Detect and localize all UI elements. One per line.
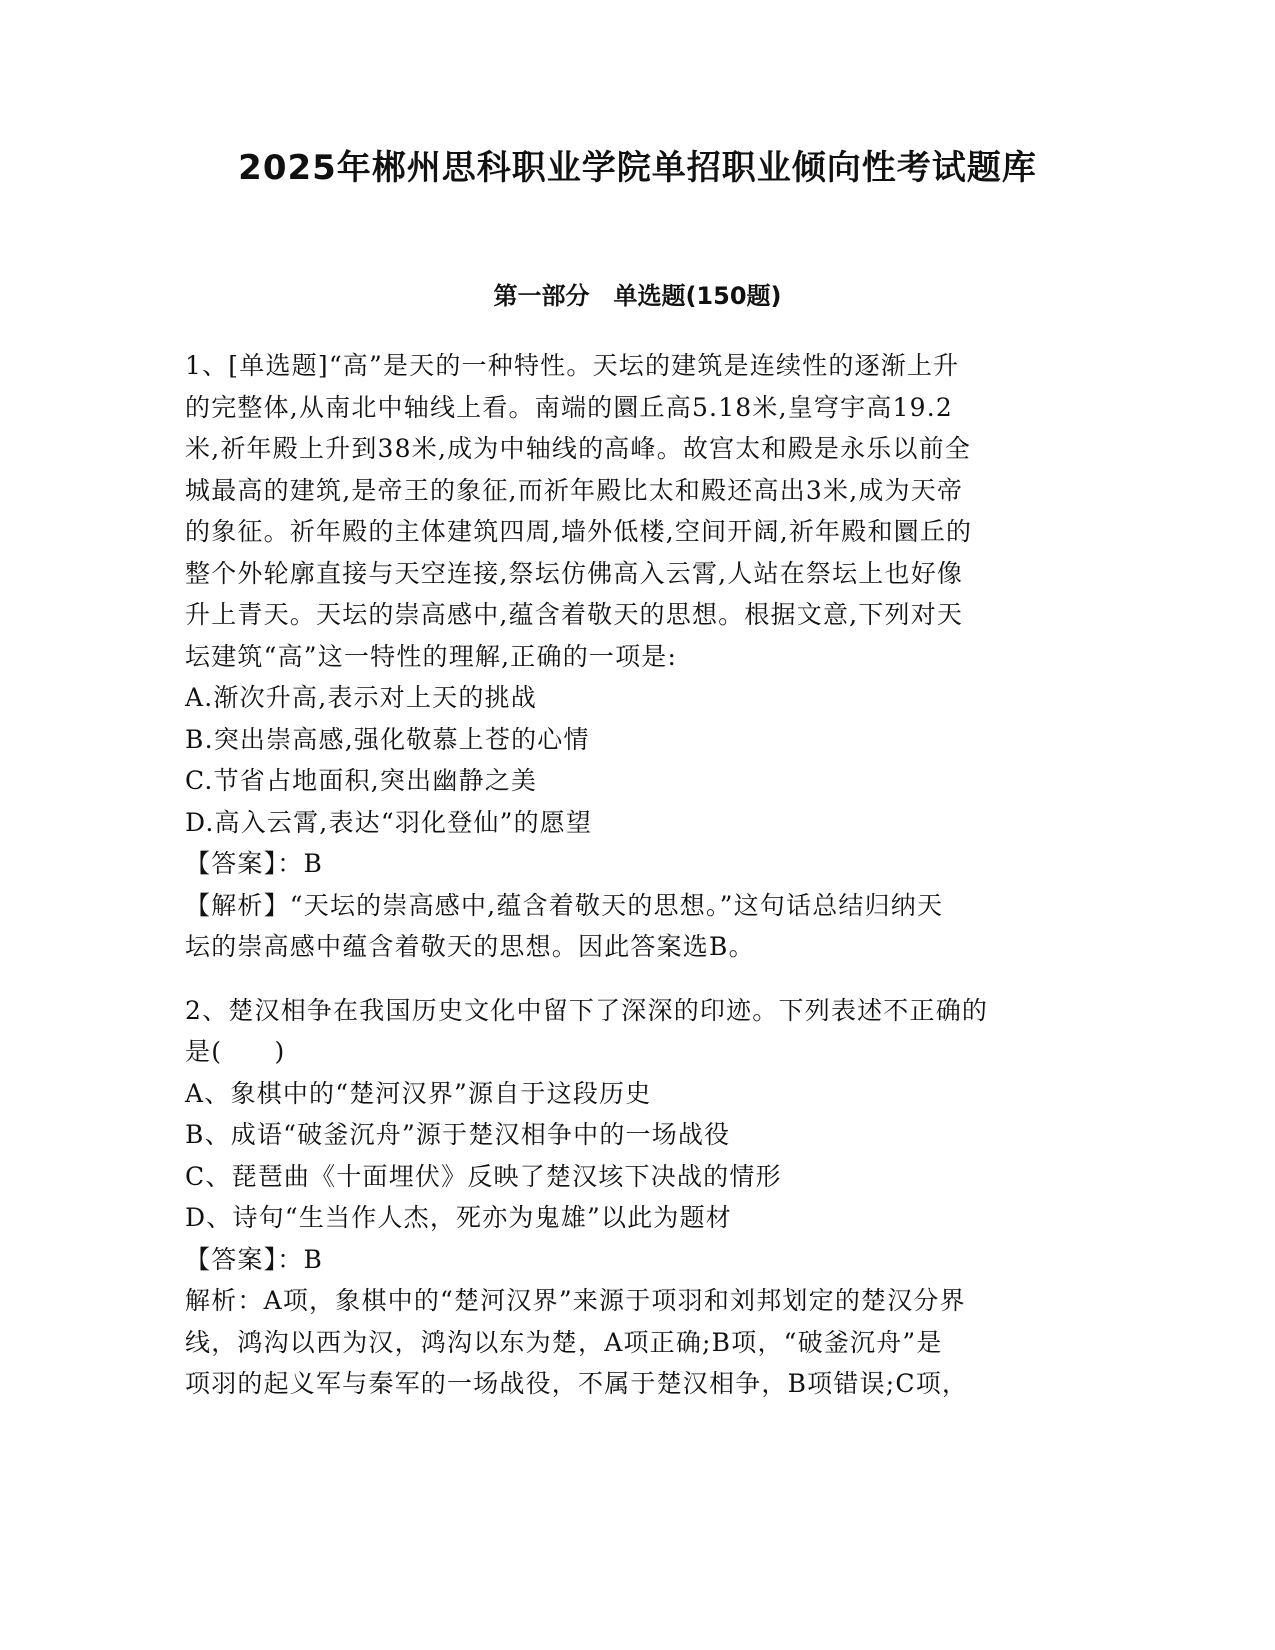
question-2-option-b: B、成语“破釜沉舟”源于楚汉相争中的一场战役 — [185, 1120, 731, 1149]
document-title: 2025年郴州思科职业学院单招职业倾向性考试题库 — [238, 148, 1037, 188]
question-2 — [185, 990, 1095, 1405]
question-1-line: 的完整体,从南北中轴线上看。南端的圜丘高5.18米,皇穹宇高19.2 — [185, 392, 954, 422]
question-1-line: 整个外轮廓直接与天空连接,祭坛仿佛高入云霄,人站在祭坛上也好像 — [185, 558, 964, 588]
question-1-option-a: A.渐次升高,表示对上天的挑战 — [185, 683, 537, 712]
question-1-option-b: B.突出崇高感,强化敬慕上苍的心情 — [185, 724, 590, 754]
question-1-line: 坛建筑“高”这一特性的理解,正确的一项是: — [185, 641, 678, 671]
question-1-line: 升上青天。天坛的崇高感中,蕴含着敬天的思想。根据文意,下列对天 — [185, 600, 964, 629]
question-1-analysis: 【解析】“天坛的崇高感中,蕴含着敬天的思想。”这句话总结归纳天 — [185, 890, 944, 920]
question-1 — [185, 345, 1095, 968]
section-heading: 第一部分 单选题(150题) — [493, 282, 782, 310]
question-2-option-c: C、琵琶曲《十面埋伏》反映了楚汉垓下决战的情形 — [185, 1161, 782, 1191]
question-1-answer: 【答案】：B — [185, 849, 324, 878]
question-1-line: 米,祈年殿上升到38米,成为中轴线的高峰。故宫太和殿是永乐以前全 — [185, 434, 972, 463]
question-1-option-d: D.高入云霄,表达“羽化登仙”的愿望 — [185, 807, 593, 837]
question-separator — [185, 968, 1095, 990]
question-2-analysis: 线，鸿沟以西为汉，鸿沟以东为楚，A项正确;B项，“破釜沉舟”是 — [185, 1327, 943, 1357]
question-1-line: 城最高的建筑,是帝王的象征,而祈年殿比太和殿还高出3米,成为天帝 — [185, 475, 964, 505]
question-2-analysis: 解析：A项，象棋中的“楚河汉界”来源于项羽和刘邦划定的楚汉分界 — [185, 1286, 966, 1315]
question-1-line: 1、[单选题]“高”是天的一种特性。天坛的建筑是连续性的逐渐上升 — [185, 351, 960, 380]
question-2-line: 2、楚汉相争在我国历史文化中留下了深深的印迹。下列表述不正确的 — [185, 995, 989, 1025]
question-1-option-c: C.节省占地面积,突出幽静之美 — [185, 766, 538, 795]
question-1-line: 的象征。祈年殿的主体建筑四周,墙外低楼,空间开阔,祈年殿和圜丘的 — [185, 517, 973, 546]
question-1-analysis: 坛的崇高感中蕴含着敬天的思想。因此答案选B。 — [185, 932, 755, 961]
question-2-line: 是( ) — [185, 1037, 286, 1066]
question-list — [185, 345, 1095, 1405]
question-2-option-d: D、诗句“生当作人杰，死亦为鬼雄”以此为题材 — [185, 1203, 733, 1232]
question-2-answer: 【答案】：B — [185, 1244, 324, 1274]
question-2-analysis: 项羽的起义军与秦军的一场战役，不属于楚汉相争，B项错误;C项， — [185, 1369, 969, 1398]
question-2-option-a: A、象棋中的“楚河汉界”源自于这段历史 — [185, 1078, 652, 1108]
